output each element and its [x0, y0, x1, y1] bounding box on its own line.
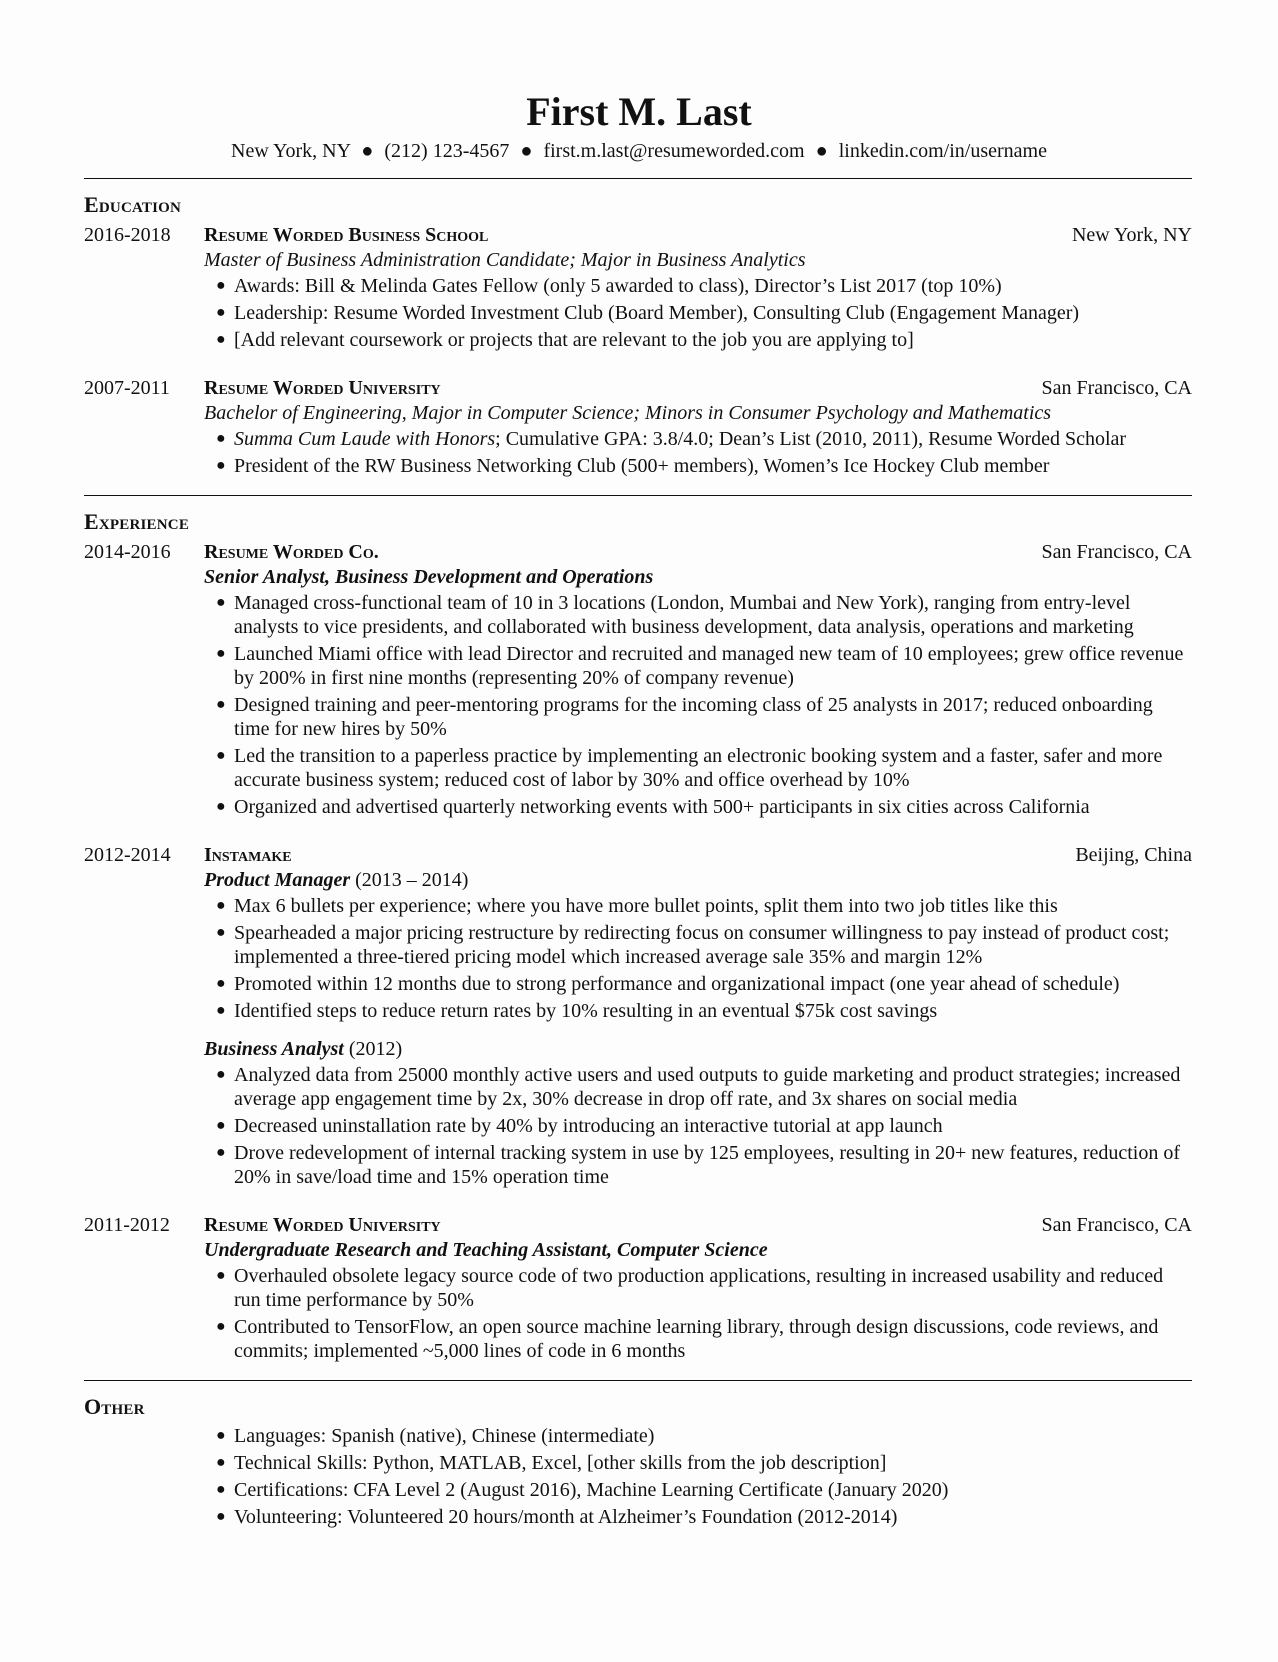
- entry-body: [204, 222, 1192, 355]
- bullet-text: President of the RW Business Networking Club (500+ members), Women’s Ice Hockey Club member: [234, 455, 1050, 477]
- section-divider: [84, 178, 1192, 179]
- bullet-icon: ●: [216, 331, 226, 348]
- bullet-list: [204, 1063, 1192, 1189]
- entry-years-spacer: [84, 1424, 204, 1532]
- bullet-text: Identified steps to reduce return rates by 10% resulting in an eventual $75k cost savings: [234, 1000, 938, 1022]
- list-item: [216, 972, 1192, 996]
- bullet-icon: ●: [216, 1267, 226, 1284]
- job-title: Senior Analyst, Business Development and Operations: [204, 566, 654, 588]
- bullet-icon: ●: [216, 594, 226, 611]
- list-item: [216, 1141, 1192, 1189]
- bullet-separator-icon: ●: [520, 140, 533, 162]
- institution-name: Resume Worded University: [204, 377, 441, 399]
- job-dates: (2012): [348, 1038, 403, 1060]
- bullet-text: Awards: Bill & Melinda Gates Fellow (only 5 awarded to class), Director’s List 2017 (top 10%): [234, 275, 1002, 297]
- entry-location: San Francisco, CA: [1041, 541, 1192, 563]
- contact-email[interactable]: first.m.last@resumeworded.com: [543, 140, 805, 162]
- bullet-text: Max 6 bullets per experience; where you have more bullet points, split them into two job titles like this: [234, 895, 1058, 917]
- list-item: [216, 1063, 1192, 1111]
- list-item: [216, 1478, 1192, 1502]
- experience-entry: [84, 1212, 1192, 1366]
- degree-title: Bachelor of Engineering, Major in Computer Science; Minors in Consumer Psychology and Mathematics: [204, 402, 1052, 424]
- institution-name: Resume Worded University: [204, 1214, 441, 1236]
- bullet-text: Managed cross-functional team of 10 in 3 locations (London, Mumbai and New York), ranging from entry-level analysts to vice presidents, and collaborated with business development, data analysis, operations and marketing: [234, 592, 1134, 638]
- bullet-icon: ●: [216, 1454, 226, 1471]
- list-item: [216, 795, 1192, 819]
- bullet-text: Designed training and peer-mentoring programs for the incoming class of 25 analysts in 2017; reduced onboarding time for new hires by 50%: [234, 694, 1153, 740]
- bullet-icon: ●: [216, 430, 226, 447]
- section-title-education: Education: [84, 192, 182, 217]
- bullet-text: Led the transition to a paperless practice by implementing an electronic booking system and a faster, safer and more accurate business system; reduced cost of labor by 30% and office overhead by 10%: [234, 745, 1163, 791]
- contact-location: New York, NY: [231, 140, 351, 162]
- bullet-icon: ●: [216, 1144, 226, 1161]
- entry-body: [204, 1212, 1192, 1366]
- entry-body: [204, 539, 1192, 822]
- bullet-icon: ●: [216, 457, 226, 474]
- bullet-icon: ●: [216, 1002, 226, 1019]
- list-item: [216, 1505, 1192, 1529]
- bullet-text: Analyzed data from 25000 monthly active users and used outputs to guide marketing and product strategies; increased average app engagement time by 2x, 30% decrease in drop off rate, and 3x shares on social media: [234, 1064, 1181, 1110]
- bullet-text: [Add relevant coursework or projects that are relevant to the job you are applying to]: [234, 329, 914, 351]
- list-item: [216, 921, 1192, 969]
- entry-location: San Francisco, CA: [1041, 377, 1192, 399]
- company-name: Instamake: [204, 844, 292, 866]
- job-title: Undergraduate Research and Teaching Assistant, Computer Science: [204, 1239, 768, 1261]
- bullet-text: Decreased uninstallation rate by 40% by introducing an interactive tutorial at app launch: [234, 1115, 943, 1137]
- company-name: Resume Worded Co.: [204, 541, 379, 563]
- contact-phone: (212) 123-4567: [384, 140, 510, 162]
- bullet-list: [204, 1424, 1192, 1529]
- entry-years: 2011-2012: [84, 1214, 170, 1236]
- bullet-icon: ●: [216, 747, 226, 764]
- education-entry: [84, 222, 1192, 355]
- institution-name: Resume Worded Business School: [204, 224, 489, 246]
- bullet-text: Volunteering: Volunteered 20 hours/month at Alzheimer’s Foundation (2012-2014): [234, 1506, 898, 1528]
- bullet-icon: ●: [216, 897, 226, 914]
- bullet-text: Promoted within 12 months due to strong performance and organizational impact (one year ahead of schedule): [234, 973, 1120, 995]
- job-title: Product Manager: [204, 869, 351, 891]
- bullet-text: Contributed to TensorFlow, an open source machine learning library, through design discussions, code reviews, and commits; implemented ~5,000 lines of code in 6 months: [234, 1316, 1159, 1362]
- bullet-icon: ●: [216, 975, 226, 992]
- entry-body: [204, 375, 1192, 481]
- list-item: [216, 999, 1192, 1023]
- list-item: [216, 642, 1192, 690]
- degree-title: Master of Business Administration Candidate; Major in Business Analytics: [204, 249, 806, 271]
- bullet-icon: ●: [216, 1481, 226, 1498]
- bullet-text: Leadership: Resume Worded Investment Club (Board Member), Consulting Club (Engagement Manager): [234, 302, 1080, 324]
- bullet-list: [204, 894, 1192, 1023]
- entry-body: [204, 842, 1192, 1192]
- entry-header: [204, 222, 1192, 248]
- bullet-list: [204, 427, 1192, 478]
- bullet-text: Spearheaded a major pricing restructure by redirecting focus on consumer willingness to pay instead of product cost; implemented a three-tiered pricing model which increased average sale 35% and margin 12%: [234, 922, 1170, 968]
- list-item: [216, 591, 1192, 639]
- list-item: [216, 274, 1192, 298]
- list-item: [216, 1424, 1192, 1448]
- entry-header: [204, 1212, 1192, 1238]
- entry-years: 2012-2014: [84, 844, 171, 866]
- section-title-other: Other: [84, 1394, 145, 1419]
- entry-location: New York, NY: [1071, 224, 1192, 246]
- entry-years: 2016-2018: [84, 224, 171, 246]
- entry-years: 2014-2016: [84, 541, 171, 563]
- experience-entry: [84, 539, 1192, 822]
- list-item: [216, 454, 1192, 478]
- job-title-row: [204, 1037, 1192, 1061]
- job-dates: (2013 – 2014): [355, 869, 469, 891]
- bullet-icon: ●: [216, 1427, 226, 1444]
- bullet-icon: ●: [216, 304, 226, 321]
- list-item: [216, 427, 1192, 451]
- section-divider: [84, 495, 1192, 496]
- entry-header: [204, 539, 1192, 565]
- bullet-icon: ●: [216, 1508, 226, 1525]
- bullet-text: Languages: Spanish (native), Chinese (intermediate): [234, 1425, 655, 1447]
- job-title-row: [204, 868, 1192, 892]
- section-divider: [84, 1380, 1192, 1381]
- bullet-icon: ●: [216, 1066, 226, 1083]
- honors-text: Summa Cum Laude with Honors: [234, 428, 496, 450]
- bullet-icon: ●: [216, 696, 226, 713]
- candidate-name: First M. Last: [526, 89, 752, 134]
- list-item: [216, 894, 1192, 918]
- bullet-text: Launched Miami office with lead Director and recruited and managed new team of 10 employees; grew office revenue by 200% in first nine months (representing 20% of company revenue): [234, 643, 1184, 689]
- list-item: [216, 301, 1192, 325]
- entry-years: 2007-2011: [84, 377, 170, 399]
- job-title: Business Analyst: [204, 1038, 344, 1060]
- bullet-text: Organized and advertised quarterly networking events with 500+ participants in six cities across California: [234, 796, 1090, 818]
- bullet-icon: ●: [216, 1117, 226, 1134]
- contact-line: [0, 138, 1278, 164]
- bullet-icon: ●: [216, 277, 226, 294]
- bullet-icon: ●: [216, 798, 226, 815]
- list-item: [216, 1264, 1192, 1312]
- list-item: [216, 693, 1192, 741]
- experience-entry: [84, 842, 1192, 1192]
- bullet-list: [204, 591, 1192, 819]
- bullet-text: Technical Skills: Python, MATLAB, Excel, [other skills from the job description]: [234, 1452, 887, 1474]
- list-item: [216, 1451, 1192, 1475]
- list-item: [216, 1114, 1192, 1138]
- bullet-separator-icon: ●: [361, 140, 374, 162]
- section-title-experience: Experience: [84, 509, 190, 534]
- contact-linkedin[interactable]: linkedin.com/in/username: [838, 140, 1047, 162]
- bullet-list: [204, 274, 1192, 352]
- bullet-text: Overhauled obsolete legacy source code of two production applications, resulting in increased usability and reduced run time performance by 50%: [234, 1265, 1164, 1311]
- list-item: [216, 328, 1192, 352]
- entry-body: [204, 1424, 1192, 1532]
- bullet-icon: ●: [216, 645, 226, 662]
- entry-location: Beijing, China: [1075, 844, 1192, 866]
- list-item: [216, 1315, 1192, 1363]
- bullet-text: ; Cumulative GPA: 3.8/4.0; Dean’s List (2010, 2011), Resume Worded Scholar: [495, 428, 1127, 450]
- bullet-separator-icon: ●: [815, 140, 828, 162]
- bullet-text: Drove redevelopment of internal tracking system in use by 125 employees, resulting in 20+ new features, reduction of 20% in save/load time and 15% operation time: [234, 1142, 1181, 1188]
- resume-content: [84, 178, 1192, 1532]
- bullet-icon: ●: [216, 924, 226, 941]
- bullet-list: [204, 1264, 1192, 1363]
- bullet-icon: ●: [216, 1318, 226, 1335]
- entry-header: [204, 375, 1192, 401]
- bullet-text: Certifications: CFA Level 2 (August 2016), Machine Learning Certificate (January 2020): [234, 1479, 949, 1501]
- education-entry: [84, 375, 1192, 481]
- entry-location: San Francisco, CA: [1041, 1214, 1192, 1236]
- other-entry: [84, 1424, 1192, 1532]
- entry-header: [204, 842, 1192, 868]
- list-item: [216, 744, 1192, 792]
